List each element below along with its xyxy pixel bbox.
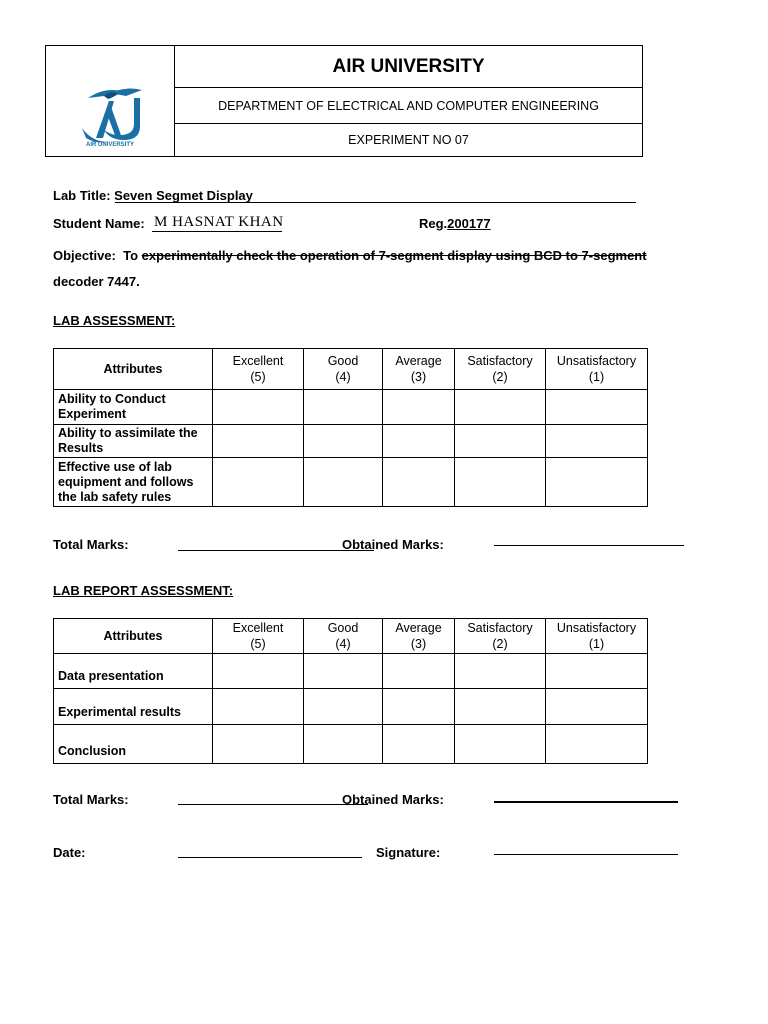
column-header-attributes: Attributes	[54, 349, 213, 390]
column-header-average: Average (3)	[383, 619, 455, 654]
table-row	[54, 458, 648, 507]
objective-line-2: decoder 7447.	[53, 274, 140, 289]
date-field[interactable]	[178, 857, 362, 858]
score-cell[interactable]	[546, 725, 648, 764]
score-cell[interactable]	[213, 689, 304, 725]
score-cell[interactable]	[213, 425, 304, 458]
column-header-good: Good (4)	[304, 619, 383, 654]
air-university-logo	[46, 46, 175, 156]
report-obtained-marks-field[interactable]	[494, 801, 678, 803]
score-cell[interactable]	[383, 425, 455, 458]
score-cell[interactable]	[213, 654, 304, 689]
score-cell[interactable]	[455, 654, 546, 689]
report-total-marks-field[interactable]	[178, 804, 368, 805]
objective-text: experimentally check the operation of 7-segment display using BCD to 7-segment	[141, 248, 647, 263]
reg-row	[419, 216, 491, 231]
table-header-row	[54, 619, 648, 654]
column-header-satisfactory: Satisfactory (2)	[455, 619, 546, 654]
column-header-satisfactory: Satisfactory (2)	[455, 349, 546, 390]
student-name-label: Student Name:	[53, 216, 145, 231]
row-attribute: Conclusion	[54, 725, 213, 764]
score-cell[interactable]	[455, 725, 546, 764]
lab-assessment-table	[53, 348, 648, 507]
lab-title-underline	[115, 202, 636, 203]
table-row	[54, 689, 648, 725]
score-cell[interactable]	[383, 458, 455, 507]
score-cell[interactable]	[304, 458, 383, 507]
row-attribute: Ability to Conduct Experiment	[54, 390, 213, 425]
score-cell[interactable]	[383, 390, 455, 425]
logo-cell	[46, 46, 175, 156]
column-header-average: Average (3)	[383, 349, 455, 390]
column-header-unsatisfactory: Unsatisfactory (1)	[546, 619, 648, 654]
student-name-underline	[152, 231, 282, 232]
date-label: Date:	[53, 845, 86, 860]
score-cell[interactable]	[455, 390, 546, 425]
column-header-unsatisfactory: Unsatisfactory (1)	[546, 349, 648, 390]
score-cell[interactable]	[304, 425, 383, 458]
row-attribute: Effective use of lab equipment and follows the lab safety rules	[54, 458, 213, 507]
score-cell[interactable]	[546, 390, 648, 425]
lab-title-row	[53, 188, 253, 203]
row-attribute: Experimental results	[54, 689, 213, 725]
obtained-marks-field[interactable]	[494, 545, 684, 546]
score-cell[interactable]	[383, 654, 455, 689]
score-cell[interactable]	[546, 458, 648, 507]
signature-label: Signature:	[376, 845, 441, 860]
score-cell[interactable]	[383, 689, 455, 725]
objective-label: Objective:	[53, 248, 116, 263]
lab-report-assessment-table	[53, 618, 648, 764]
lab-title-value: Seven Segmet Display	[110, 188, 253, 203]
score-cell[interactable]	[304, 390, 383, 425]
department-name: DEPARTMENT OF ELECTRICAL AND COMPUTER ENGINEERING	[175, 88, 642, 124]
table-row	[54, 425, 648, 458]
score-cell[interactable]	[213, 390, 304, 425]
table-header-row	[54, 349, 648, 390]
score-cell[interactable]	[213, 458, 304, 507]
score-cell[interactable]	[383, 725, 455, 764]
row-attribute: Data presentation	[54, 654, 213, 689]
reg-label: Reg.	[419, 216, 448, 231]
report-obtained-marks-label: Obtained Marks:	[342, 792, 444, 807]
total-marks-label: Total Marks:	[53, 537, 129, 552]
score-cell[interactable]	[455, 458, 546, 507]
column-header-attributes: Attributes	[54, 619, 213, 654]
score-cell[interactable]	[546, 689, 648, 725]
lab-report-assessment-title: LAB REPORT ASSESSMENT:	[53, 583, 234, 598]
objective-row	[53, 248, 647, 263]
lab-assessment-title: LAB ASSESSMENT:	[53, 313, 176, 328]
score-cell[interactable]	[546, 654, 648, 689]
experiment-number: EXPERIMENT NO 07	[348, 133, 469, 147]
student-name-value: M HASNAT KHAN	[154, 214, 284, 230]
column-header-good: Good (4)	[304, 349, 383, 390]
column-header-excellent: Excellent (5)	[213, 619, 304, 654]
column-header-excellent: Excellent (5)	[213, 349, 304, 390]
score-cell[interactable]	[304, 654, 383, 689]
score-cell[interactable]	[546, 425, 648, 458]
row-attribute: Ability to assimilate the Results	[54, 425, 213, 458]
score-cell[interactable]	[455, 425, 546, 458]
document-header	[45, 45, 643, 157]
obtained-marks-label: Obtained Marks:	[342, 537, 444, 552]
table-row	[54, 725, 648, 764]
signature-field[interactable]	[494, 854, 678, 855]
report-total-marks-label: Total Marks:	[53, 792, 129, 807]
lab-title-label: Lab Title:	[53, 188, 111, 203]
score-cell[interactable]	[304, 725, 383, 764]
score-cell[interactable]	[304, 689, 383, 725]
score-cell[interactable]	[455, 689, 546, 725]
svg-text:AIR UNIVERSITY: AIR UNIVERSITY	[85, 142, 135, 148]
table-row	[54, 390, 648, 425]
score-cell[interactable]	[213, 725, 304, 764]
objective-lead: To	[123, 248, 142, 263]
table-row	[54, 654, 648, 689]
reg-value: 200177	[447, 216, 491, 231]
university-name: AIR UNIVERSITY	[175, 46, 642, 88]
